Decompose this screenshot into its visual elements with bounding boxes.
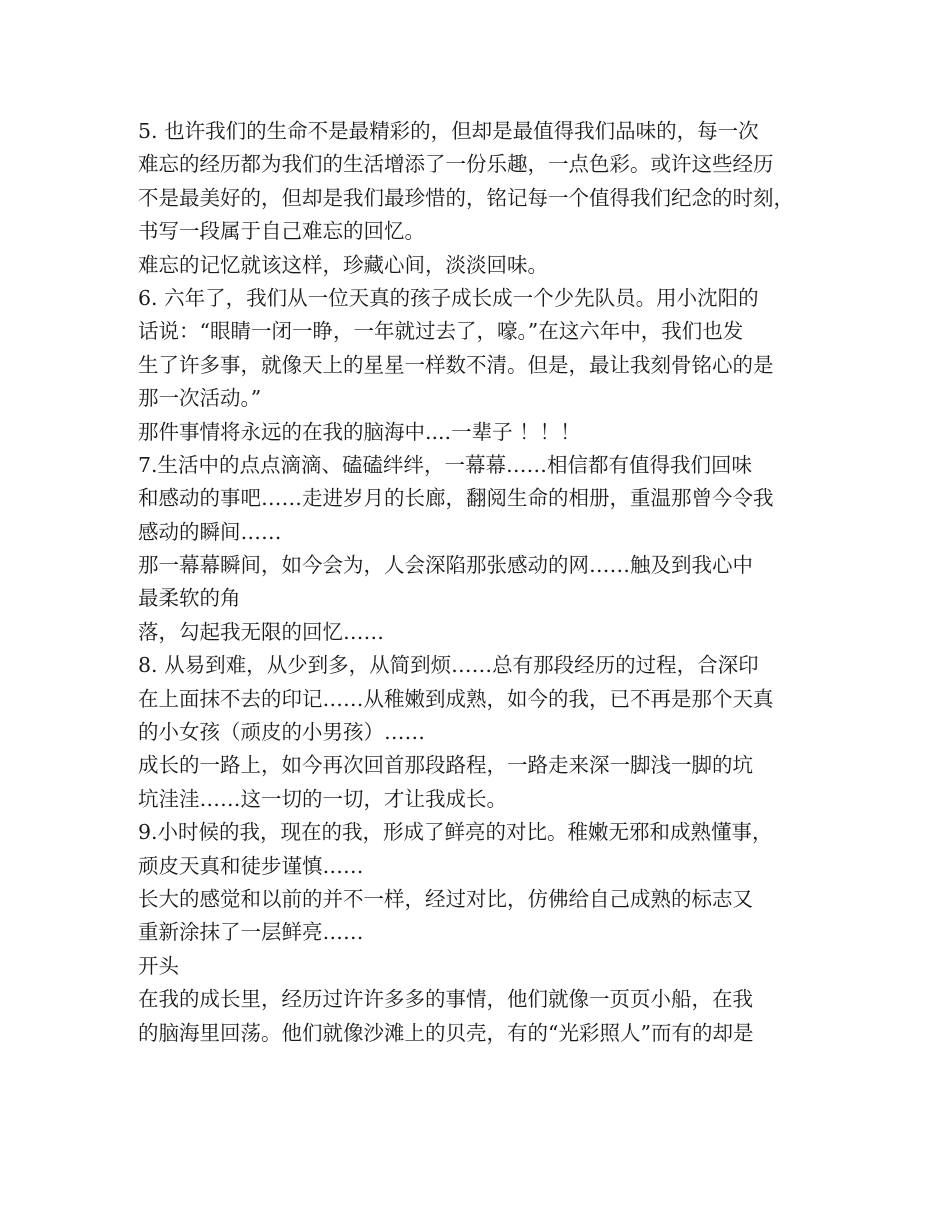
text-line: 的小女孩（顽皮的小男孩）…… xyxy=(138,720,425,745)
text-line: 8. 从易到难，从少到多，从简到烦……总有那段经历的过程，合深印 xyxy=(138,653,759,678)
text-line: 长大的感觉和以前的并不一样，经过对比，仿佛给自己成熟的标志又 xyxy=(138,886,753,911)
text-line: 难忘的记忆就该这样，珍藏心间，淡淡回味。 xyxy=(138,252,548,277)
text-line: 话说：“眼睛一闭一睁，一年就过去了，嚎。”在这六年中，我们也发 xyxy=(138,319,744,344)
text-line: 成长的一路上，如今再次回首那段路程，一路走来深一脚浅一脚的坑 xyxy=(138,753,753,778)
text-line: 书写一段属于自己难忘的回忆。 xyxy=(138,219,425,244)
text-line: 最柔软的角 xyxy=(138,586,241,611)
text-line: 那一幕幕瞬间，如今会为，人会深陷那张感动的网……触及到我心中 xyxy=(138,553,753,578)
text-line: 的脑海里回荡。他们就像沙滩上的贝壳，有的“光彩照人”而有的却是 xyxy=(138,1020,754,1045)
text-line: 落，勾起我无限的回忆…… xyxy=(138,619,384,644)
text-line: 生了许多事，就像天上的星星一样数不清。但是，最让我刻骨铭心的是 xyxy=(138,352,774,377)
text-line: 那一次活动。” xyxy=(138,386,262,411)
text-line: 在上面抹不去的印记……从稚嫩到成熟，如今的我，已不再是那个天真 xyxy=(138,686,774,711)
text-line: 重新涂抹了一层鲜亮…… xyxy=(138,920,364,945)
text-line: 7.生活中的点点滴滴、磕磕绊绊，一幕幕……相信都有值得我们回味 xyxy=(138,452,753,477)
text-line: 开头 xyxy=(138,953,179,978)
text-line: 和感动的事吧……走进岁月的长廊，翻阅生命的相册，重温那曾今令我 xyxy=(138,486,774,511)
text-line: 那件事情将永远的在我的脑海中....一辈子 ！！！ xyxy=(138,419,581,444)
document-page xyxy=(138,115,838,1050)
text-line: 感动的瞬间…… xyxy=(138,519,282,544)
text-line: 不是最美好的，但却是我们最珍惜的，铭记每一个值得我们纪念的时刻， xyxy=(138,185,794,210)
text-line: 顽皮天真和徒步谨慎…… xyxy=(138,853,364,878)
text-line: 6. 六年了，我们从一位天真的孩子成长成一个少先队员。用小沈阳的 xyxy=(138,285,759,310)
text-line: 在我的成长里，经历过许许多多的事情，他们就像一页页小船，在我 xyxy=(138,987,753,1012)
text-line: 5. 也许我们的生命不是最精彩的，但却是最值得我们品味的，每一次 xyxy=(138,119,759,143)
text-line: 坑洼洼……这一切的一切，才让我成长。 xyxy=(138,786,507,811)
text-line: 难忘的经历都为我们的生活增添了一份乐趣，一点色彩。或许这些经历 xyxy=(138,152,774,177)
text-line: 9.小时候的我，现在的我，形成了鲜亮的对比。稚嫩无邪和成熟懂事， xyxy=(138,820,773,845)
